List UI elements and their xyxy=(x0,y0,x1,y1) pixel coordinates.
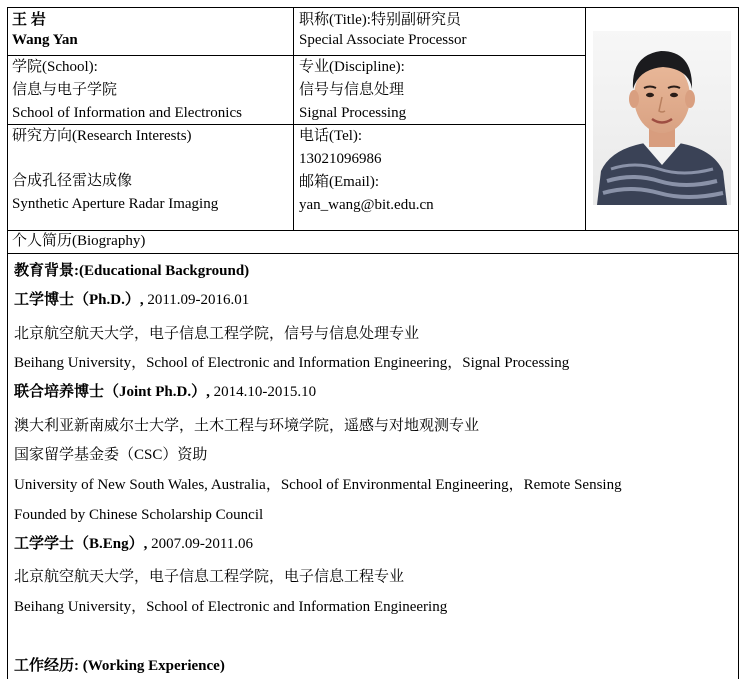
name-en: Wang Yan xyxy=(12,32,78,48)
beng-cn: 北京航空航天大学，电子信息工程学院，电子信息工程专业 xyxy=(14,569,405,585)
joint-degree: 联合培养博士（Joint Ph.D.）, xyxy=(14,384,210,400)
contact-cell xyxy=(294,126,585,215)
border-top xyxy=(7,7,739,8)
beng-degree: 工学学士（B.Eng）, xyxy=(14,536,148,552)
discipline-en: Signal Processing xyxy=(299,105,407,121)
phd-period: 2011.09-2016.01 xyxy=(143,292,250,308)
joint-fund-cn: 国家留学基金委（CSC）资助 xyxy=(14,447,208,463)
research-label: 研究方向(Research Interests) xyxy=(12,128,192,144)
research-cn: 合成孔径雷达成像 xyxy=(12,173,133,189)
discipline-cell xyxy=(294,57,585,123)
tel-label: 电话(Tel): xyxy=(299,128,363,144)
beng-en: Beihang University，School of Electronic and Information Engineering xyxy=(14,599,448,615)
divider-col-2 xyxy=(585,7,586,230)
phd-en: Beihang University，School of Electronic and Information Engineering，Signal Processing xyxy=(14,355,570,371)
discipline-cn: 信号与信息处理 xyxy=(299,82,405,98)
name-cn: 王 岩 xyxy=(12,12,46,28)
joint-fund-en: Founded by Chinese Scholarship Council xyxy=(14,507,264,523)
school-en: School of Information and Electronics xyxy=(12,105,242,121)
joint-en: University of New South Wales, Australia，School of Environmental Engineering，Remote Sensing xyxy=(14,477,622,493)
title-en: Special Associate Processor xyxy=(299,32,467,48)
divider-row-1 xyxy=(7,55,586,56)
education-heading: 教育背景:(Educational Background) xyxy=(14,263,250,279)
beng-period: 2007.09-2011.06 xyxy=(147,536,254,552)
school-cn: 信息与电子学院 xyxy=(12,82,118,98)
joint-cn: 澳大利亚新南威尔士大学，土木工程与环境学院，遥感与对地观测专业 xyxy=(14,418,480,434)
phd-entry xyxy=(14,290,249,310)
joint-entry xyxy=(14,382,316,402)
divider-row-4 xyxy=(7,253,739,254)
email-value[interactable]: yan_wang@bit.edu.cn xyxy=(299,197,434,213)
title-cell xyxy=(294,10,585,50)
portrait-icon xyxy=(593,31,731,205)
work-heading: 工作经历: (Working Experience) xyxy=(14,658,225,674)
biography-heading-cell xyxy=(7,231,739,252)
title-label: 职称(Title):特别副研究员 xyxy=(299,12,461,28)
joint-period: 2014.10-2015.10 xyxy=(209,384,317,400)
tel-value: 13021096986 xyxy=(299,151,382,167)
divider-row-2 xyxy=(7,124,586,125)
school-cell xyxy=(7,57,293,123)
biography-heading: 个人简历(Biography) xyxy=(12,233,146,249)
school-label: 学院(School): xyxy=(12,59,98,75)
beng-entry xyxy=(14,534,253,554)
research-cell xyxy=(7,126,293,214)
portrait-photo xyxy=(593,31,731,205)
phd-degree: 工学博士（Ph.D.）, xyxy=(14,292,144,308)
research-en: Synthetic Aperture Radar Imaging xyxy=(12,196,219,212)
discipline-label: 专业(Discipline): xyxy=(299,59,405,75)
name-cell xyxy=(7,10,293,50)
profile-table xyxy=(7,7,739,679)
border-right xyxy=(738,7,739,679)
phd-cn: 北京航空航天大学，电子信息工程学院，信号与信息处理专业 xyxy=(14,326,420,342)
email-label: 邮箱(Email): xyxy=(299,174,379,190)
